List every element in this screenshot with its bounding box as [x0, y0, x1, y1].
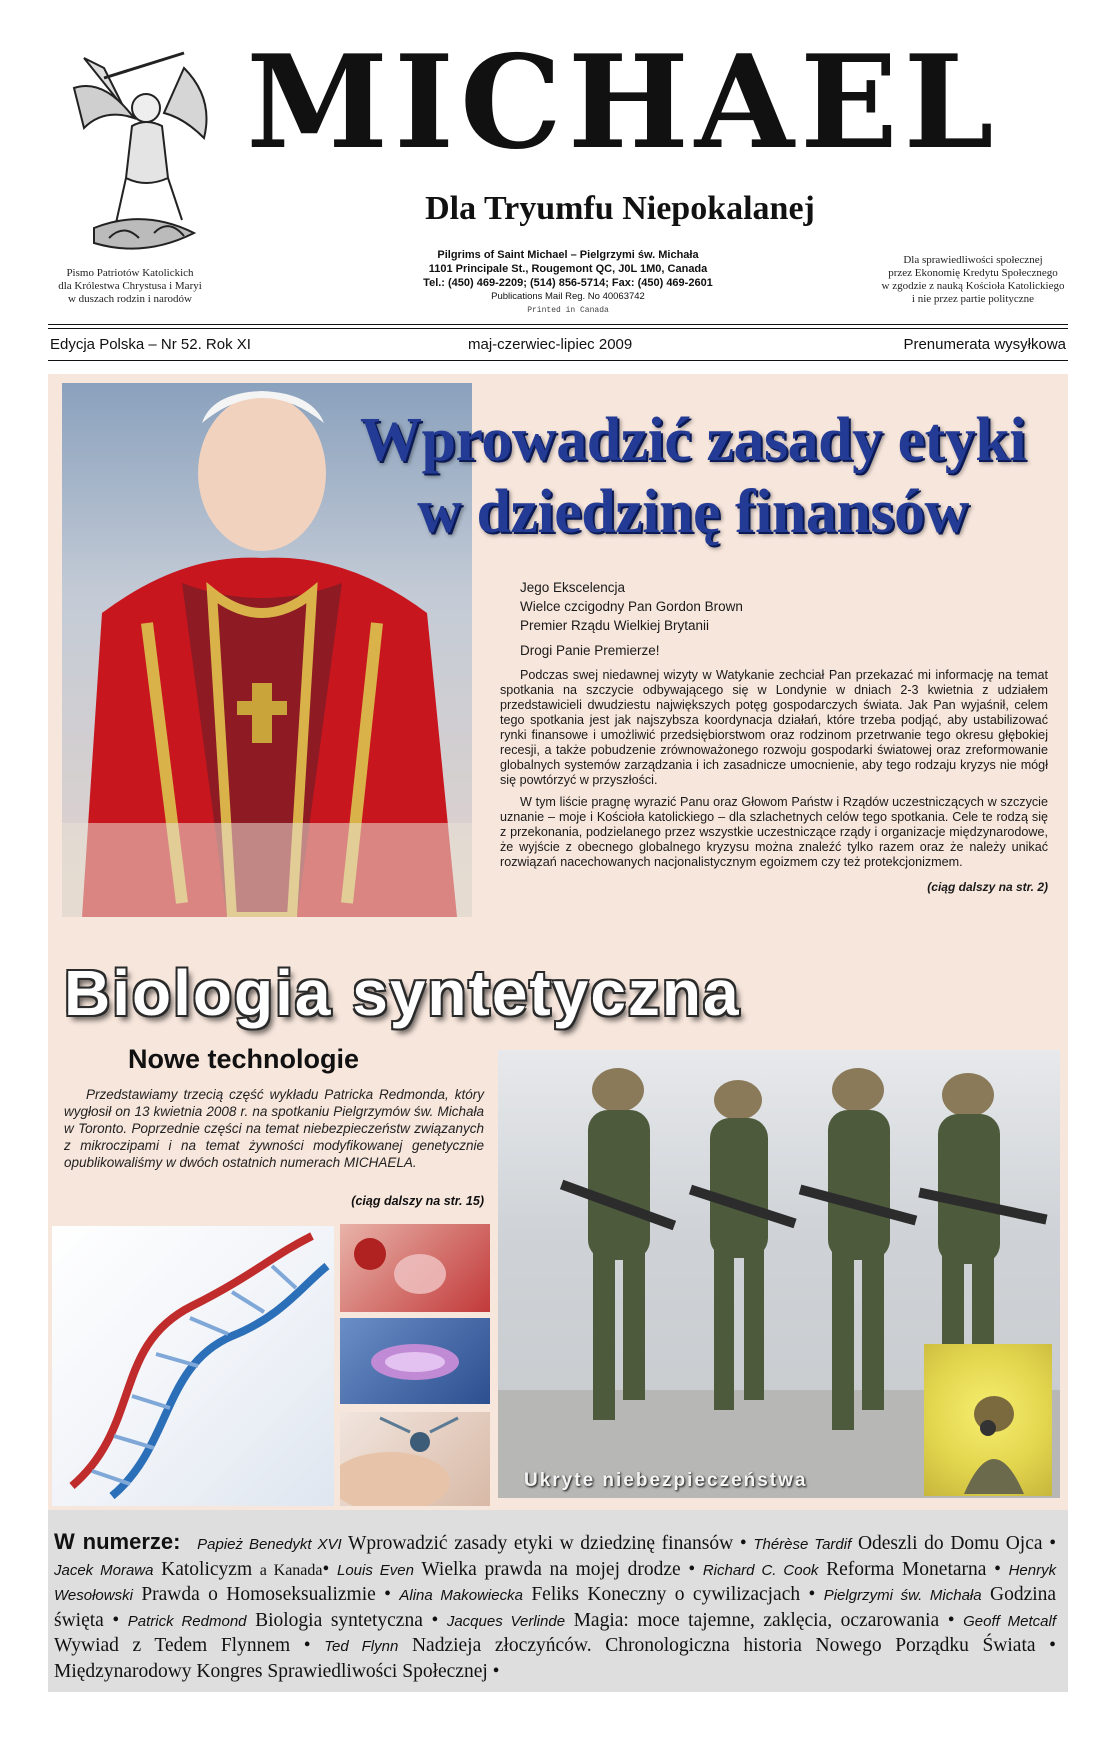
second-continued-link[interactable]: (ciąg dalszy na str. 15)	[351, 1194, 484, 1208]
publisher-info	[378, 248, 758, 318]
contents-title[interactable]: Magia: moce tajemne, zaklęcia, oczarowania	[573, 1609, 940, 1631]
masthead-title: MICHAEL	[246, 28, 1000, 178]
right-motto	[868, 254, 1078, 306]
contents-author: Jacques Verlinde	[446, 1612, 566, 1630]
publisher-name: Pilgrims of Saint Michael – Pielgrzymi św. Michała	[437, 249, 699, 261]
second-article-title: Biologia syntetyczna	[64, 957, 741, 1029]
right-motto-line: Dla sprawiedliwości społecznej	[903, 254, 1043, 266]
contents-title[interactable]: Odeszli do Domu Ojca	[857, 1533, 1043, 1554]
contents-author: Pielgrzymi św. Michała	[823, 1587, 982, 1605]
header-rule-top	[48, 324, 1068, 325]
second-article-intro: Przedstawiamy trzecią część wykładu Patricka Redmonda, który wygłosił on 13 kwietnia 2008 r. na spotkaniu Pielgrzymów św. Michała w Toronto. Poprzednie części na temat niebezpieczeństw związanych z mikroczipami i na temat żywności modyfikowanej genetycznie opublikowaliśmy w dwóch ostatnich numerach MICHAELA.	[64, 1087, 484, 1170]
masthead-subtitle: Dla Tryumfu Niepokalanej	[425, 190, 815, 227]
contents-author: Thérèse Tardif	[753, 1536, 852, 1553]
publisher-mail-reg: Publications Mail Reg. No 40063742	[491, 291, 645, 302]
left-motto	[40, 267, 220, 306]
lead-headline	[328, 404, 1058, 548]
header-rule-top-2	[48, 328, 1068, 329]
header-rule-bottom	[48, 360, 1068, 361]
subscription-label: Prenumerata wysyłkowa	[903, 336, 1066, 353]
right-motto-line: przez Ekonomię Kredytu Społecznego	[888, 267, 1058, 279]
edition-label: Edycja Polska – Nr 52. Rok XI	[50, 336, 251, 353]
lead-article-body	[500, 578, 1048, 902]
publisher-phones: Tel.: (450) 469-2209; (514) 856-5714; Fax: (450) 469-2601	[423, 277, 713, 289]
contents-author: Geoff Metcalf	[963, 1612, 1056, 1630]
contents-author: Alina Makowiecka	[399, 1587, 523, 1605]
lead-headline-line: w dziedzinę finansów	[417, 478, 969, 546]
issue-bar	[48, 334, 1068, 356]
right-motto-line: i nie przez partie polityczne	[911, 293, 1035, 305]
article-paragraph: Podczas swej niedawnej wizyty w Watykanie zechciał Pan przekazać mi informację na temat spotkania na szczycie odbywającego się w Londynie w dniach 2-3 kwietnia z udziałem przedstawicieli dwudziestu największych potęg gospodarczych świata. Jak Pan wyjaśnił, celem tego spotkania jest jak najszybsza koordynacja działań, które trzeba podjąć, aby ustabilizować rynki finansowe i umożliwić przedsiębiorstwom oraz rodzinom przetrwanie tego okresu głębokiej recesji, a także pobudzenie zrównoważonego rozwoju gospodarki światowej oraz zreformowanie globalnych systemów zarządzania i ich zasadnicze umocnienie, aby tego rodzaju kryzys nie mógł się powtórzyć w przyszłości.	[500, 668, 1048, 787]
printed-in: Printed in Canada	[527, 306, 609, 315]
second-article-subtitle: Nowe technologie	[128, 1044, 360, 1074]
lead-headline-line: Wprowadzić zasady etyki	[360, 406, 1026, 474]
continued-link[interactable]: (ciąg dalszy na str. 2)	[927, 880, 1048, 894]
saint-michael-illustration	[64, 38, 220, 264]
contents-title[interactable]: Feliks Koneczny o cywilizacjach	[531, 1584, 801, 1606]
address-line: Jego Ekscelencja	[520, 580, 626, 595]
contents-title[interactable]: Wielka prawda na mojej drodze	[421, 1558, 681, 1580]
microchip-cell-image	[340, 1224, 490, 1312]
contents-author: Patrick Redmond	[127, 1612, 247, 1630]
robot-insect-image	[340, 1412, 490, 1506]
publisher-address: 1101 Principale St., Rougemont QC, J0L 1M0, Canada	[428, 263, 708, 275]
contents-title[interactable]: Biologia syntetyczna	[255, 1609, 423, 1631]
contents-author: Ted Flynn	[324, 1638, 399, 1656]
dna-illustration	[52, 1226, 334, 1506]
address-line: Wielce czcigodny Pan Gordon Brown	[520, 599, 743, 614]
left-motto-line: dla Królestwa Chrystusa i Maryi	[58, 280, 202, 292]
contents-title[interactable]: Wywiad z Tedem Flynnem	[54, 1635, 291, 1657]
left-motto-line: Pismo Patriotów Katolickich	[66, 267, 194, 279]
right-motto-line: w zgodzie z nauką Kościoła Katolickiego	[881, 280, 1065, 292]
contents-lead: W numerze:	[54, 1529, 181, 1554]
contents-title[interactable]: Chronologiczna historia Nowego Porządku Świata	[605, 1635, 1036, 1657]
contents-title[interactable]: Reforma Monetarna	[826, 1558, 987, 1580]
bacterium-image	[340, 1318, 490, 1404]
address-line: Premier Rządu Wielkiej Brytanii	[520, 618, 710, 633]
contents-title[interactable]: Międzynarodowy Kongres Sprawiedliwości Społecznej	[54, 1660, 488, 1682]
contents-title[interactable]: Katolicyzm	[161, 1558, 253, 1580]
photo-caption: Ukryte niebezpieczeństwa	[524, 1470, 808, 1491]
contents-extra: a Kanada	[259, 1561, 323, 1579]
contents-title[interactable]: Godzina święta	[54, 1584, 1057, 1631]
table-of-contents: W numerze: Papież Benedykt XVI Wprowadzić zasady etyki w dziedzinę finansów • Thérèse Tardif Odeszli do Domu Ojca • Jacek Morawa Katolicyzm a Kanada• Louis Even Wielka prawda na mojej drodze • Richard C. Cook Reforma Monetarna • Henryk Wesołowski Prawda o Homoseksualizmie • Alina Makowiecka Feliks Koneczny o cywilizacjach • Pielgrzymi św. Michała Godzina święta • Patrick Redmond Biologia syntetyczna • Jacques Verlinde Magia: moce tajemne, zaklęcia, oczarowania • Geoff Metcalf Wywiad z Tedem Flynnem • Ted Flynn Nadzieja złoczyńców. Chronologiczna historia Nowego Porządku Świata • Międzynarodowy Kongres Sprawiedliwości Społecznej •	[54, 1529, 1057, 1682]
contents-author: Louis Even	[337, 1561, 414, 1579]
contents-title[interactable]: Nadzieja złoczyńców.	[411, 1635, 592, 1657]
article-paragraph: W tym liście pragnę wyrazić Panu oraz Głowom Państw i Rządów uczestniczących w szczycie uznanie – moje i Kościoła katolickiego – dla szlachetnych celów tego spotkania. Cele te rodzą się z przekonania, podzielanego przez wszystkie uczestniczące rządy i organizacje międzynarodowe, że wyjście z obecnego globalnego kryzysu można znaleźć tylko razem oraz że należy unikać rozwiązań nacechowanych nacjonalistycznym egoizmem czy też protekcjonizmem.	[500, 795, 1048, 869]
issue-date: maj-czerwiec-lipiec 2009	[468, 336, 633, 353]
contents-title[interactable]: Prawda o Homoseksualizmie	[141, 1584, 376, 1606]
contents-author: Richard C. Cook	[702, 1561, 819, 1579]
contents-title[interactable]: Wprowadzić zasady etyki w dziedzinę finansów	[347, 1533, 734, 1554]
contents-author: Jacek Morawa	[54, 1561, 154, 1579]
salutation: Drogi Panie Premierze!	[520, 643, 660, 658]
gas-mask-photo	[924, 1344, 1052, 1496]
contents-author: Henryk Wesołowski	[54, 1561, 1057, 1605]
left-motto-line: w duszach rodzin i narodów	[67, 293, 193, 305]
contents-author: Papież Benedykt XVI	[197, 1536, 342, 1553]
